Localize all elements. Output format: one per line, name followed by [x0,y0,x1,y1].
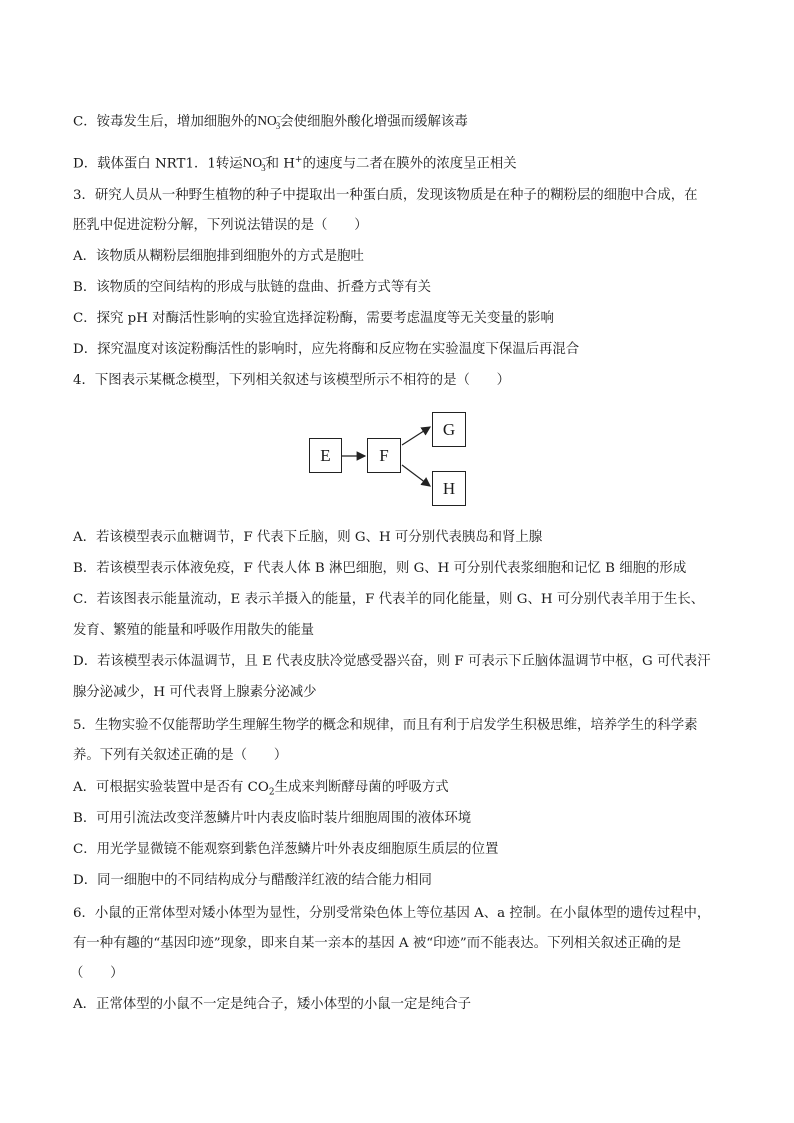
q2-option-c: C．铵毒发生后，增加细胞外的$NO^-_3$会使细胞外酸化增强而缓解该毒 [73,112,468,132]
box-f: F [367,438,401,473]
q4-option-c-line1: C．若该图表示能量流动，E 表示羊摄入的能量，F 代表羊的同化能量，则 G、H 可分别代表羊用于生长、 [73,592,705,607]
q3-option-d: D．探究温度对该淀粉酶活性的影响时，应先将酶和反应物在实验温度下保温后再混合 [73,342,580,357]
q4-option-d-line2: 腺分泌减少，H 可代表肾上腺素分泌减少 [73,685,317,700]
q5-option-c: C．用光学显微镜不能观察到紫色洋葱鳞片叶外表皮细胞原生质层的位置 [73,842,499,857]
box-g: G [432,412,466,447]
nitrate-ion: $NO^-_3$ [257,112,282,132]
q4-option-d-line1: D．若该模型表示体温调节，且 E 代表皮肤冷觉感受器兴奋，则 F 可表示下丘脑体温调节中枢，G 可代表汗 [73,654,711,669]
q6-stem-line3: （ ） [70,966,124,981]
q4-option-a: A．若该模型表示血糖调节，F 代表下丘脑，则 G、H 可分别代表胰岛和肾上腺 [73,530,543,545]
q5-option-b: B．可用引流法改变洋葱鳞片叶内表皮临时装片细胞周围的液体环境 [73,811,472,826]
q3-option-a: A．该物质从糊粉层细胞排到细胞外的方式是胞吐 [73,249,364,264]
nitrate-ion: $NO^-_3$ [242,154,268,174]
q5-option-d: D．同一细胞中的不同结构成分与醋酸洋红液的结合能力相同 [73,873,432,888]
q2-option-d: D．载体蛋白 NRT1．1转运$NO^-_3$和 H+的速度与二者在膜外的浓度呈正相关 [73,154,517,174]
q3-option-b: B．该物质的空间结构的形成与肽链的盘曲、折叠方式等有关 [73,280,431,295]
q4-option-b: B．若该模型表示体液免疫，F 代表人体 B 淋巴细胞，则 G、H 可分别代表浆细胞和记忆 B 细胞的形成 [73,561,687,576]
q5-option-a: A．可根据实验装置中是否有 $CO_2$生成来判断酵母菌的呼吸方式 [73,780,449,798]
q3-stem-line2: 胚乳中促进淀粉分解，下列说法错误的是（ ） [73,218,368,233]
box-h: H [432,471,466,506]
arrow-f-to-g [402,427,430,445]
q6-stem-line2: 有一种有趣的“基因印迹”现象，即来自某一亲本的基因 A 被“印迹”而不能表达。下列相关叙述正确的是 [73,936,681,951]
q4-stem: 4．下图表示某概念模型，下列相关叙述与该模型所示不相符的是（ ） [73,373,511,388]
q5-stem-line2: 养。下列有关叙述正确的是（ ） [73,748,288,763]
q4-option-c-line2: 发育、繁殖的能量和呼吸作用散失的能量 [73,623,315,638]
q3-stem-line1: 3．研究人员从一种野生植物的种子中提取出一种蛋白质，发现该物质是在种子的糊粉层的细胞中合成，在 [73,188,698,203]
q6-option-a: A．正常体型的小鼠不一定是纯合子，矮小体型的小鼠一定是纯合子 [73,997,471,1012]
box-e: E [309,438,342,473]
q6-stem-line1: 6．小鼠的正常体型对矮小体型为显性，分别受常染色体上等位基因 A、a 控制。在小鼠体型的遗传过程中， [73,906,711,921]
concept-model-diagram [300,405,490,510]
arrow-f-to-h [402,465,430,486]
q3-option-c: C．探究 pH 对酶活性影响的实验宜选择淀粉酶，需要考虑温度等无关变量的影响 [73,311,554,326]
q5-stem-line1: 5．生物实验不仅能帮助学生理解生物学的概念和规律，而且有利于启发学生积极思维，培养学生的科学素 [73,718,698,733]
